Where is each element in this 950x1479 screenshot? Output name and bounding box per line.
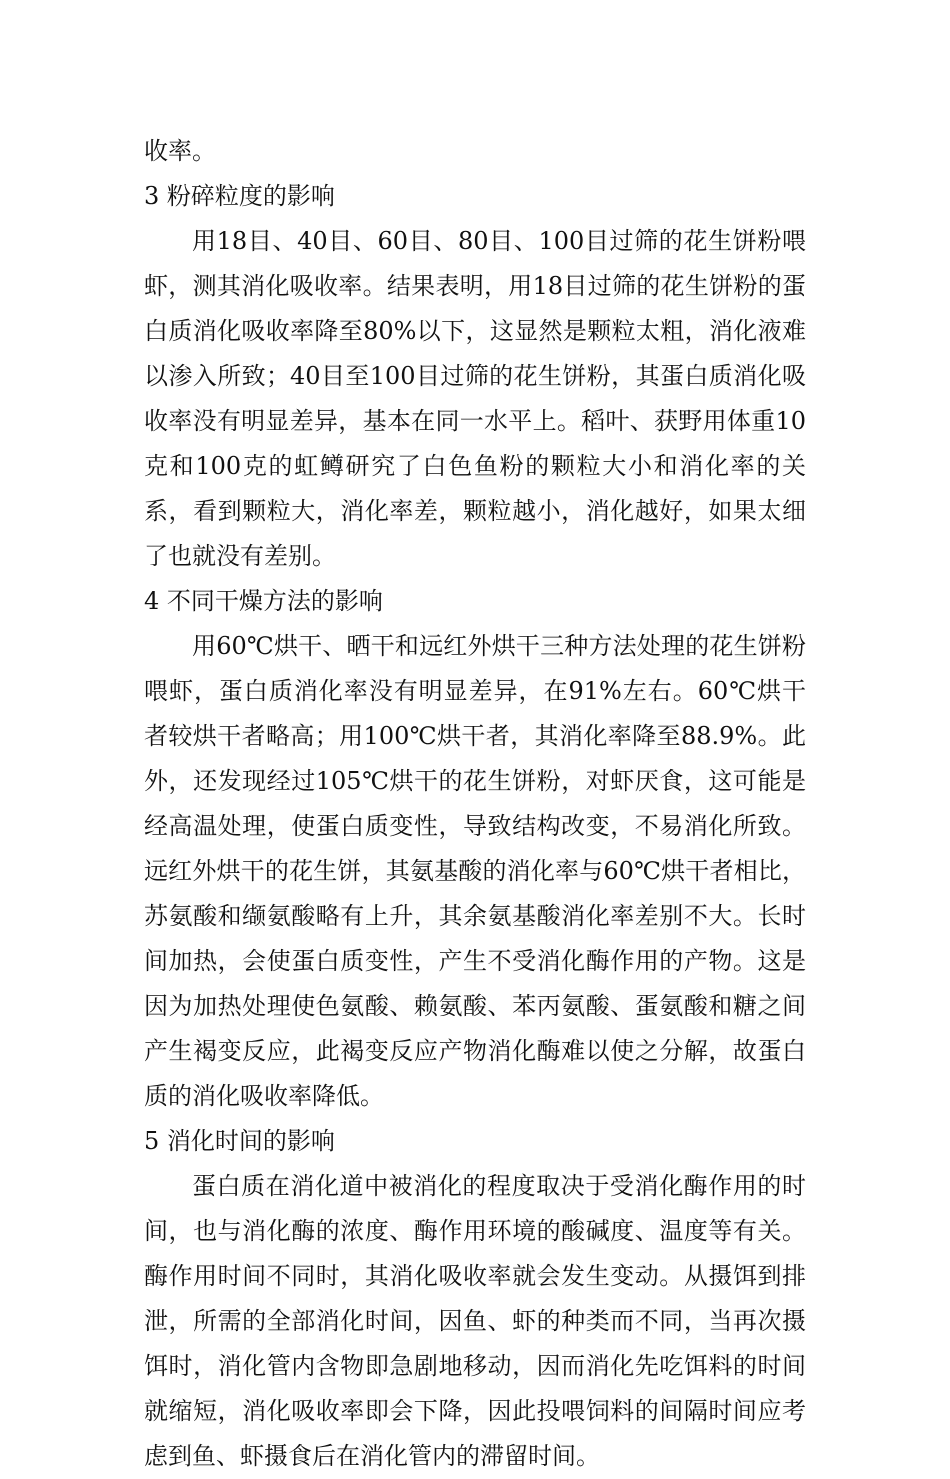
section-5-heading: 5 消化时间的影响 [144, 1127, 335, 1155]
section-5-paragraph: 蛋白质在消化道中被消化的程度取决于受消化酶作用的时间，也与消化酶的浓度、酶作用环境的酸碱度、温度等有关。酶作用时间不同时，其消化吸收率就会发生变动。从摄饵到排泄，所需的全部消化时间，因鱼、虾的种类而不同，当再次摄饵时，消化管内含物即急剧地移动，因而消化先吃饵料的时间就缩短，消化吸收率即会下降，因此投喂饲料的间隔时间应考虑到鱼、虾摄食后在消化管内的滞留时间。 [144, 1172, 806, 1470]
body-text [144, 129, 806, 1479]
section-4-paragraph: 用60℃烘干、晒干和远红外烘干三种方法处理的花生饼粉喂虾，蛋白质消化率没有明显差异，在91%左右。60℃烘干者较烘干者略高；用100℃烘干者，其消化率降至88.9%。此外，还发现经过105℃烘干的花生饼粉，对虾厌食，这可能是经高温处理，使蛋白质变性，导致结构改变，不易消化所致。远红外烘干的花生饼，其氨基酸的消化率与60℃烘干者相比，苏氨酸和缬氨酸略有上升，其余氨基酸消化率差别不大。长时间加热，会使蛋白质变性，产生不受消化酶作用的产物。这是因为加热处理使色氨酸、赖氨酸、苯丙氨酸、蛋氨酸和糖之间产生褐变反应，此褐变反应产物消化酶难以使之分解，故蛋白质的消化吸收率降低。 [144, 632, 806, 1110]
section-3-heading: 3 粉碎粒度的影响 [144, 182, 335, 210]
section-3-paragraph: 用18目、40目、60目、80目、100目过筛的花生饼粉喂虾，测其消化吸收率。结果表明，用18目过筛的花生饼粉的蛋白质消化吸收率降至80%以下，这显然是颗粒太粗，消化液难以渗入所致；40目至100目过筛的花生饼粉，其蛋白质消化吸收率没有明显差异，基本在同一水平上。稻叶、获野用体重10克和100克的虹鳟研究了白色鱼粉的颗粒大小和消化率的关系，看到颗粒大，消化率差，颗粒越小，消化越好，如果太细了也就没有差别。 [144, 227, 806, 570]
section-4-heading: 4 不同干燥方法的影响 [144, 587, 383, 615]
continued-paragraph: 收率。 [144, 137, 216, 165]
